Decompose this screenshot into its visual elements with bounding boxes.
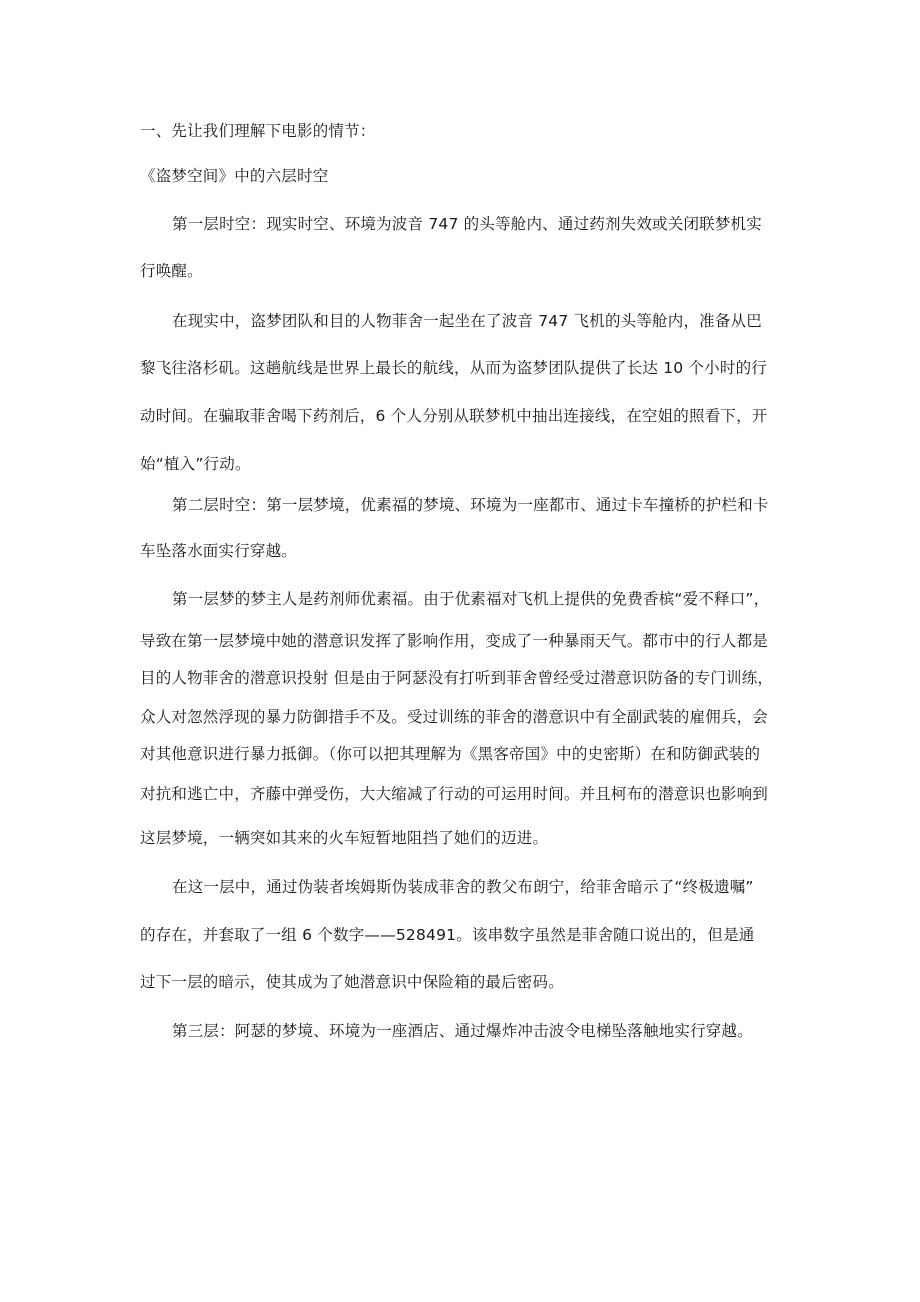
paragraph-line: 第一层时空：现实时空、环境为波音 747 的头等舱内、通过药剂失效或关闭联梦机实: [172, 215, 762, 233]
paragraph-line: 的存在，并套取了一组 6 个数字——528491。该串数字虽然是菲舍随口说出的，但是通: [140, 926, 755, 944]
paragraph-line: 对其他意识进行暴力抵御。（你可以把其理解为《黑客帝国》中的史密斯）在和防御武装的: [140, 745, 761, 763]
document-heading: 一、先让我们理解下电影的情节：: [140, 122, 376, 140]
paragraph-line: 车坠落水面实行穿越。: [140, 542, 298, 560]
paragraph-line: 第二层时空：第一层梦境，优素福的梦境、环境为一座都市、通过卡车撞桥的护栏和卡: [172, 496, 769, 514]
paragraph-line: 导致在第一层梦境中她的潜意识发挥了影响作用，变成了一种暴雨天气。都市中的行人都是: [140, 632, 769, 650]
document-subheading: 《盗梦空间》中的六层时空: [140, 167, 329, 185]
paragraph-line: 众人对忽然浮现的暴力防御措手不及。受过训练的菲舍的潜意识中有全副武装的雇佣兵，会: [140, 708, 769, 726]
paragraph-line: 动时间。在骗取菲舍喝下药剂后，6 个人分别从联梦机中抽出连接线，在空姐的照看下，开: [140, 407, 768, 425]
paragraph-line: 黎飞往洛杉矶。这趟航线是世界上最长的航线，从而为盗梦团队提供了长达 10 个小时的行: [140, 359, 767, 377]
paragraph-line: 行唤醒。: [140, 262, 203, 280]
paragraph-line: 过下一层的暗示，使其成为了她潜意识中保险箱的最后密码。: [140, 973, 564, 991]
paragraph-line: 这层梦境，一辆突如其来的火车短暂地阻挡了她们的迈进。: [140, 829, 549, 847]
paragraph-line: 第一层梦的梦主人是药剂师优素福。由于优素福对飞机上提供的免费香槟“爱不释口”，: [172, 590, 770, 608]
paragraph-line: 目的人物菲舍的潜意识投射 但是由于阿瑟没有打听到菲舍曾经受过潜意识防备的专门训练，: [140, 669, 774, 687]
paragraph-line: 第三层：阿瑟的梦境、环境为一座酒店、通过爆炸冲击波令电梯坠落触地实行穿越。: [172, 1022, 753, 1040]
paragraph-line: 在现实中，盗梦团队和目的人物菲舍一起坐在了波音 747 飞机的头等舱内，准备从巴: [172, 312, 762, 330]
paragraph-line: 在这一层中，通过伪装者埃姆斯伪装成菲舍的教父布朗宁，给菲舍暗示了“终极遗嘱”: [172, 878, 754, 896]
paragraph-line: 始“植入”行动。: [140, 455, 251, 473]
paragraph-line: 对抗和逃亡中，齐藤中弹受伤，大大缩减了行动的可运用时间。并且柯布的潜意识也影响到: [140, 785, 769, 803]
